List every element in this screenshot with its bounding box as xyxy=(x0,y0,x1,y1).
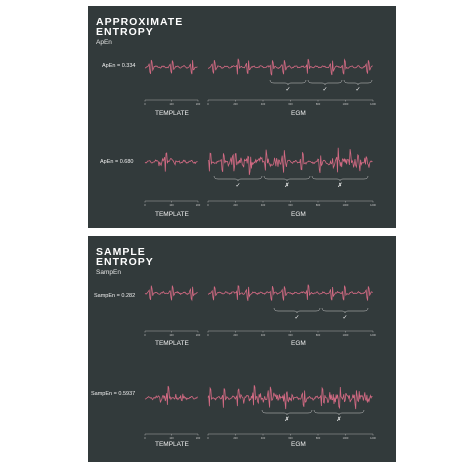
mismatch-cross-icon: ✗ xyxy=(284,182,290,189)
axis-tick-label: 400 xyxy=(260,437,266,440)
panel-subtitle: ApEn xyxy=(96,39,112,46)
panel-title-line1: SAMPLE xyxy=(96,246,146,258)
axis-tick-label: 0 xyxy=(207,437,209,440)
match-check-icon: ✓ xyxy=(235,182,241,189)
axis-tick-label: 1200 xyxy=(370,334,376,337)
axis-tick-label: 800 xyxy=(315,437,321,440)
segment-brace xyxy=(214,176,262,181)
template-signal-trace xyxy=(145,153,198,172)
axis-tick-label: 1000 xyxy=(342,437,349,440)
template-caption: TEMPLATE xyxy=(155,340,189,347)
axis-tick-label: 200 xyxy=(233,437,238,440)
axis-tick-label: 100 xyxy=(169,334,174,337)
axis-tick-label: 200 xyxy=(195,103,201,106)
axis-tick-label: 1000 xyxy=(342,334,349,337)
panel-title-line2: ENTROPY xyxy=(96,256,154,268)
segment-brace xyxy=(322,308,368,313)
match-check-icon: ✓ xyxy=(294,314,300,321)
egm-caption: EGM xyxy=(291,441,306,448)
template-signal-trace xyxy=(145,60,198,74)
segment-brace xyxy=(314,410,364,415)
axis-tick-label: 0 xyxy=(144,437,146,440)
axis-tick-label: 100 xyxy=(169,204,174,207)
sampen-trace-canvas xyxy=(88,236,396,462)
egm-signal-trace xyxy=(208,385,373,409)
apen-value-label-1: ApEn = 0.334 xyxy=(102,63,136,69)
match-check-icon: ✓ xyxy=(285,86,291,93)
axis-tick-label: 0 xyxy=(207,204,209,207)
axis-tick-label: 0 xyxy=(144,334,146,337)
panel-title-line2: ENTROPY xyxy=(96,26,154,38)
sampen-row-2 xyxy=(145,385,373,409)
mismatch-cross-icon: ✗ xyxy=(337,182,343,189)
match-check-icon: ✓ xyxy=(322,86,328,93)
axis-tick-label: 400 xyxy=(260,204,266,207)
axis-tick-label: 200 xyxy=(233,204,238,207)
match-check-icon: ✓ xyxy=(342,314,348,321)
sampen-value-label-1: SampEn = 0.282 xyxy=(94,293,136,299)
axis-tick-label: 200 xyxy=(195,334,201,337)
axis-tick-label: 1000 xyxy=(342,204,349,207)
axis-tick-label: 100 xyxy=(169,103,174,106)
axis-tick-label: 1200 xyxy=(370,437,376,440)
segment-brace xyxy=(264,176,310,181)
egm-signal-trace xyxy=(208,59,373,75)
template-signal-trace xyxy=(145,386,198,405)
axis-tick-label: 200 xyxy=(233,103,238,106)
sample-entropy-panel xyxy=(88,236,396,462)
mismatch-cross-icon: ✗ xyxy=(284,416,290,423)
axis-tick-label: 200 xyxy=(195,204,201,207)
panel-subtitle: SampEn xyxy=(96,269,121,276)
segment-brace xyxy=(312,176,368,181)
segment-brace xyxy=(308,80,342,85)
egm-signal-trace xyxy=(208,148,373,175)
axis-tick-label: 800 xyxy=(315,204,321,207)
sampen-row-1 xyxy=(145,285,373,301)
egm-caption: EGM xyxy=(291,110,306,117)
template-caption: TEMPLATE xyxy=(155,110,189,117)
template-caption: TEMPLATE xyxy=(155,441,189,448)
apen-row-2 xyxy=(145,148,373,175)
match-check-icon: ✓ xyxy=(355,86,361,93)
egm-caption: EGM xyxy=(291,340,306,347)
axis-tick-label: 0 xyxy=(144,103,146,106)
sampen-value-label-2: SampEn = 0.5937 xyxy=(91,391,136,397)
axis-tick-label: 0 xyxy=(144,204,146,207)
axis-tick-label: 800 xyxy=(315,103,321,106)
egm-caption: EGM xyxy=(291,211,306,218)
segment-brace xyxy=(262,410,312,415)
segment-brace xyxy=(274,308,320,313)
mismatch-cross-icon: ✗ xyxy=(336,416,342,423)
apen-value-label-2: ApEn = 0.680 xyxy=(100,159,134,165)
template-signal-trace xyxy=(145,286,198,301)
axis-tick-label: 1200 xyxy=(370,103,376,106)
axis-tick-label: 1000 xyxy=(342,103,349,106)
axis-tick-label: 600 xyxy=(288,437,293,440)
segment-brace xyxy=(270,80,306,85)
axis-tick-label: 100 xyxy=(169,437,174,440)
axis-tick-label: 400 xyxy=(260,103,266,106)
axis-tick-label: 600 xyxy=(288,204,293,207)
apen-trace-canvas xyxy=(88,6,396,228)
axis-tick-label: 200 xyxy=(233,334,238,337)
axis-tick-label: 400 xyxy=(260,334,266,337)
template-caption: TEMPLATE xyxy=(155,211,189,218)
axis-tick-label: 0 xyxy=(207,334,209,337)
panel-title-line1: APPROXIMATE xyxy=(96,16,184,28)
axis-tick-label: 1200 xyxy=(370,204,376,207)
apen-row-1 xyxy=(145,59,373,75)
segment-brace xyxy=(344,80,372,85)
axis-tick-label: 0 xyxy=(207,103,209,106)
axis-tick-label: 200 xyxy=(195,437,201,440)
axis-tick-label: 600 xyxy=(288,103,293,106)
axis-tick-label: 600 xyxy=(288,334,293,337)
egm-signal-trace xyxy=(208,285,373,301)
approximate-entropy-panel xyxy=(88,6,396,228)
axis-tick-label: 800 xyxy=(315,334,321,337)
